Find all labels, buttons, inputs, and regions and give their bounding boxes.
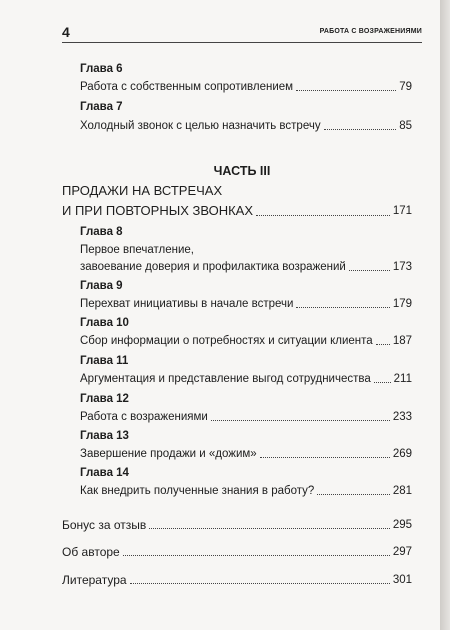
toc-entry-part3[interactable] <box>62 203 412 219</box>
chapter-10-label: Глава 10 <box>80 317 129 329</box>
toc-entry-ch8[interactable] <box>80 260 412 274</box>
toc-title: завоевание доверия и профилактика возражений <box>80 261 346 273</box>
toc-title: Перехват инициативы в начале встречи <box>80 298 294 310</box>
toc-page: 233 <box>392 411 412 423</box>
running-title: РАБОТА С ВОЗРАЖЕНИЯМИ <box>319 28 422 35</box>
leader-dots <box>130 583 390 584</box>
toc-title: Аргументация и представление выгод сотрудничества <box>80 373 371 385</box>
chapter-8-label: Глава 8 <box>80 226 123 238</box>
leader-dots <box>296 90 396 91</box>
toc-title: Как внедрить полученные знания в работу? <box>80 485 315 497</box>
toc-entry-author[interactable] <box>62 545 412 559</box>
toc-title: Сбор информации о потребностях и ситуации клиента <box>80 335 373 347</box>
leader-dots <box>123 555 390 556</box>
toc-title: Бонус за отзыв <box>62 518 147 532</box>
chapter-12-label: Глава 12 <box>80 393 129 405</box>
leader-dots <box>374 382 391 383</box>
chapter-11-label: Глава 11 <box>80 355 129 367</box>
toc-page: 187 <box>392 335 412 347</box>
toc-title: Об авторе <box>62 545 120 559</box>
toc-entry-ch7[interactable] <box>80 119 412 133</box>
toc-page: 85 <box>399 120 412 132</box>
toc-entry-bonus[interactable] <box>62 518 412 532</box>
leader-dots <box>260 457 390 458</box>
toc-title: Работа с возражениями <box>80 411 208 423</box>
leader-dots <box>211 420 390 421</box>
toc-page: 171 <box>392 205 412 217</box>
toc-page: 297 <box>392 546 412 558</box>
chapter-9-label: Глава 9 <box>80 280 123 292</box>
page-header <box>62 24 422 44</box>
part-3-label: ЧАСТЬ III <box>213 164 271 178</box>
leader-dots <box>149 528 390 529</box>
chapter-8-title-line1: Первое впечатление, <box>80 244 194 256</box>
chapter-14-label: Глава 14 <box>80 467 129 479</box>
header-rule <box>62 42 422 43</box>
page-edge <box>440 0 450 630</box>
leader-dots <box>296 307 389 308</box>
toc-entry-ch11[interactable] <box>80 372 412 386</box>
toc-entry-ch6[interactable] <box>80 80 412 94</box>
toc-entry-ch14[interactable] <box>80 484 412 498</box>
chapter-6-label: Глава 6 <box>80 63 123 75</box>
toc-page: 281 <box>392 485 412 497</box>
toc-entry-literature[interactable] <box>62 573 412 587</box>
leader-dots <box>349 270 390 271</box>
chapter-7-label: Глава 7 <box>80 101 123 113</box>
toc-page: 173 <box>392 261 412 273</box>
toc-title: Работа с собственным сопротивлением <box>80 81 294 93</box>
leader-dots <box>376 344 390 345</box>
toc-entry-ch13[interactable] <box>80 447 412 461</box>
chapter-13-label: Глава 13 <box>80 430 129 442</box>
toc-page: 295 <box>392 519 412 531</box>
toc-title: Холодный звонок с целью назначить встречу <box>80 120 321 132</box>
leader-dots <box>256 215 390 216</box>
toc-page: 211 <box>393 373 412 385</box>
toc-entry-ch12[interactable] <box>80 410 412 424</box>
toc-entry-ch10[interactable] <box>80 334 412 348</box>
leader-dots <box>324 129 397 130</box>
toc-title: Завершение продажи и «дожим» <box>80 448 257 460</box>
part-3-title-line1: ПРОДАЖИ НА ВСТРЕЧАХ <box>62 183 223 198</box>
page-number: 4 <box>62 24 70 40</box>
toc-page: 179 <box>392 298 412 310</box>
toc-page: 269 <box>392 448 412 460</box>
toc-entry-ch9[interactable] <box>80 297 412 311</box>
toc-title: И ПРИ ПОВТОРНЫХ ЗВОНКАХ <box>62 203 254 218</box>
toc-page: 79 <box>399 81 412 93</box>
leader-dots <box>317 494 390 495</box>
toc-title: Литература <box>62 573 127 587</box>
toc-page: 301 <box>392 574 412 586</box>
